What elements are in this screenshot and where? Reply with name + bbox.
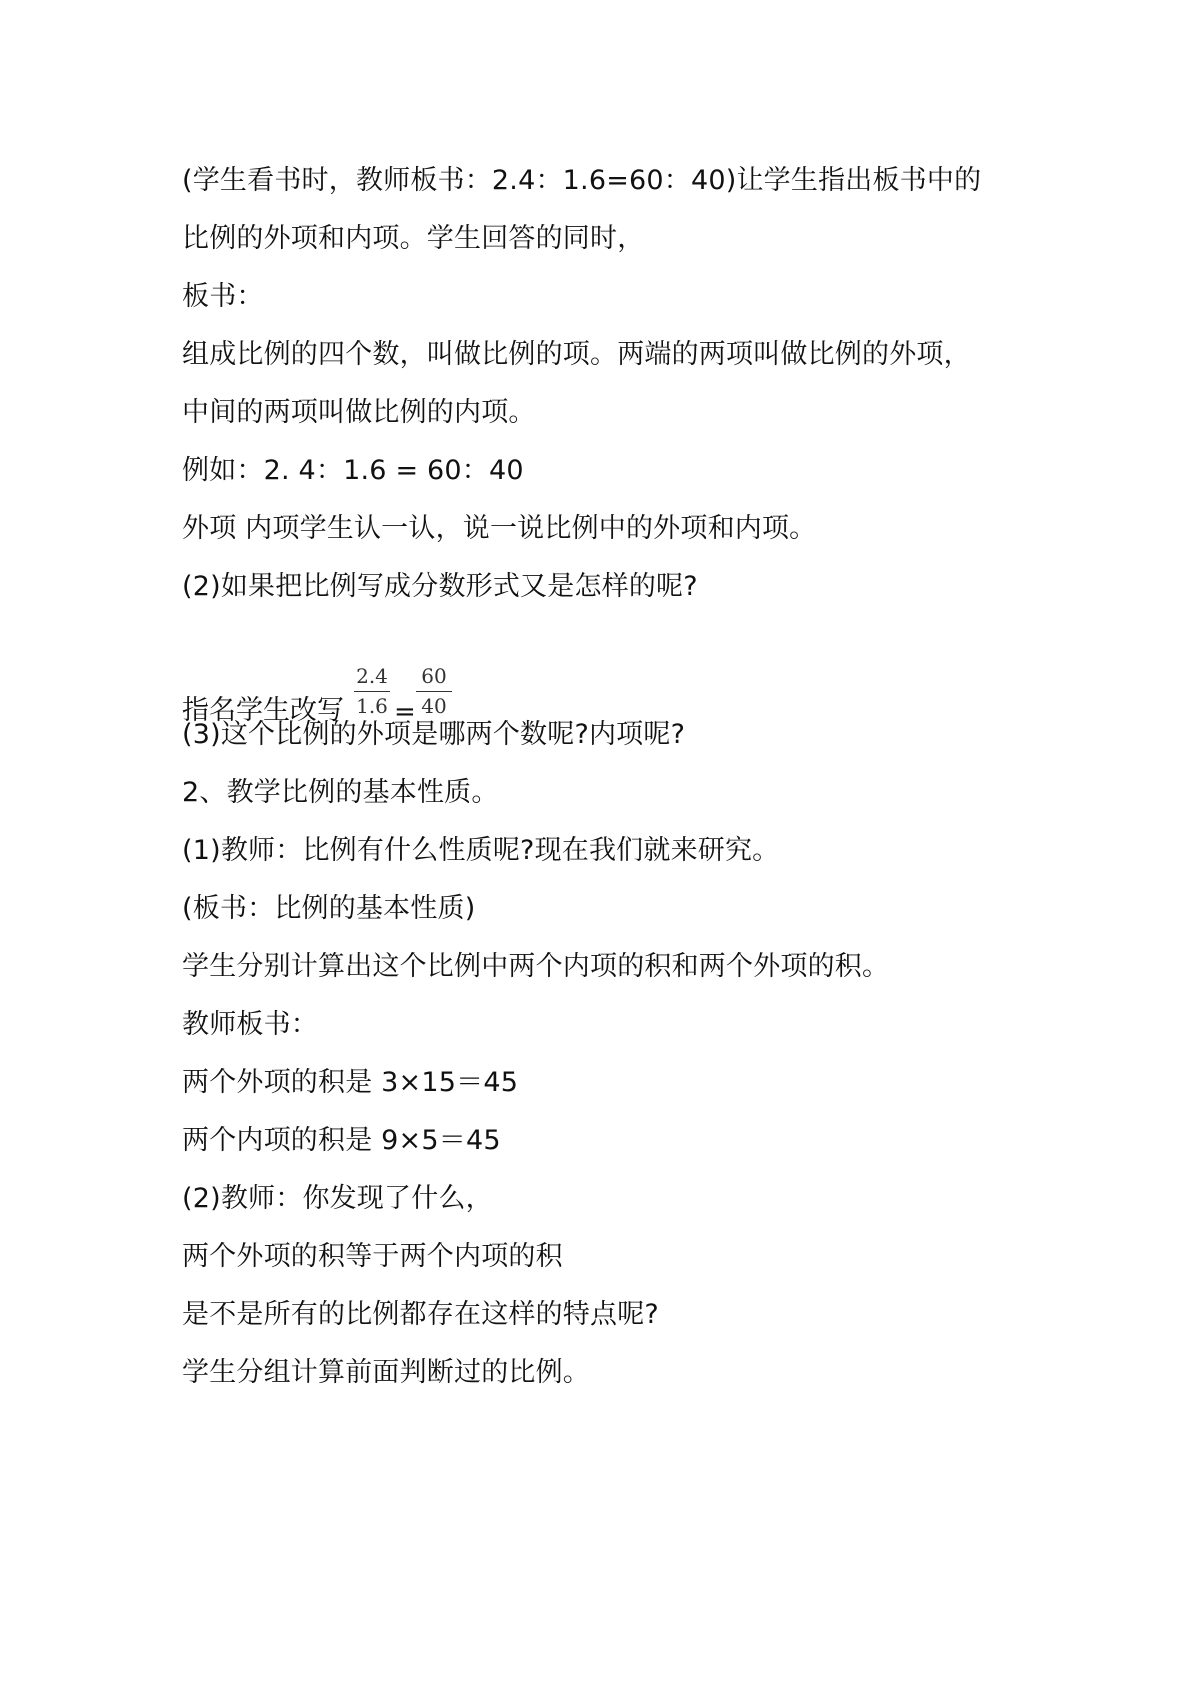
fraction-left-numerator: 2.4 bbox=[356, 664, 388, 688]
paragraph-example: 例如：2. 4：1.6 = 60：40 bbox=[182, 455, 524, 486]
fraction-left bbox=[354, 664, 390, 718]
paragraph-board-note: (学生看书时，教师板书：2.4：1.6=60：40)让学生指出板书中的 bbox=[182, 165, 982, 196]
paragraph-board-label: 板书： bbox=[182, 281, 264, 312]
paragraph-definition-terms: 组成比例的四个数，叫做比例的项。两端的两项叫做比例的外项， bbox=[182, 339, 971, 370]
paragraph-student-calculation: 学生分别计算出这个比例中两个内项的积和两个外项的积。 bbox=[182, 951, 890, 982]
fraction-right bbox=[416, 664, 452, 718]
paragraph-outer-product: 两个外项的积是 3×15＝45 bbox=[182, 1067, 519, 1098]
paragraph-teacher-question: (1)教师：比例有什么性质呢?现在我们就来研究。 bbox=[182, 835, 780, 866]
paragraph-student-answer: 比例的外项和内项。学生回答的同时， bbox=[182, 223, 645, 254]
fraction-lead-text: 指名学生改写 bbox=[182, 695, 344, 726]
paragraph-group-work: 学生分组计算前面判断过的比例。 bbox=[182, 1357, 590, 1388]
paragraph-question-fraction: (2)如果把比例写成分数形式又是怎样的呢? bbox=[182, 571, 698, 602]
paragraph-board-property: (板书：比例的基本性质) bbox=[182, 893, 476, 924]
paragraph-generalization-question: 是不是所有的比例都存在这样的特点呢? bbox=[182, 1299, 659, 1330]
paragraph-inner-product: 两个内项的积是 9×5＝45 bbox=[182, 1125, 501, 1156]
fraction-equals-sign: = bbox=[394, 697, 416, 727]
section-heading-basic-property: 2、教学比例的基本性质。 bbox=[182, 777, 499, 808]
paragraph-question-terms: (3)这个比例的外项是哪两个数呢?内项呢? bbox=[182, 719, 686, 750]
paragraph-outer-inner-terms: 外项 内项学生认一认，说一说比例中的外项和内项。 bbox=[182, 513, 817, 544]
paragraph-teacher-discovery: (2)教师：你发现了什么， bbox=[182, 1183, 493, 1214]
paragraph-definition-inner: 中间的两项叫做比例的内项。 bbox=[182, 397, 536, 428]
fraction-right-numerator: 60 bbox=[421, 664, 447, 688]
fraction-right-denominator: 40 bbox=[421, 694, 447, 718]
fraction-left-bar bbox=[354, 691, 390, 692]
fraction-right-bar bbox=[416, 691, 452, 692]
fraction-left-denominator: 1.6 bbox=[356, 694, 388, 718]
paragraph-teacher-board: 教师板书： bbox=[182, 1009, 318, 1040]
paragraph-conclusion: 两个外项的积等于两个内项的积 bbox=[182, 1241, 563, 1272]
